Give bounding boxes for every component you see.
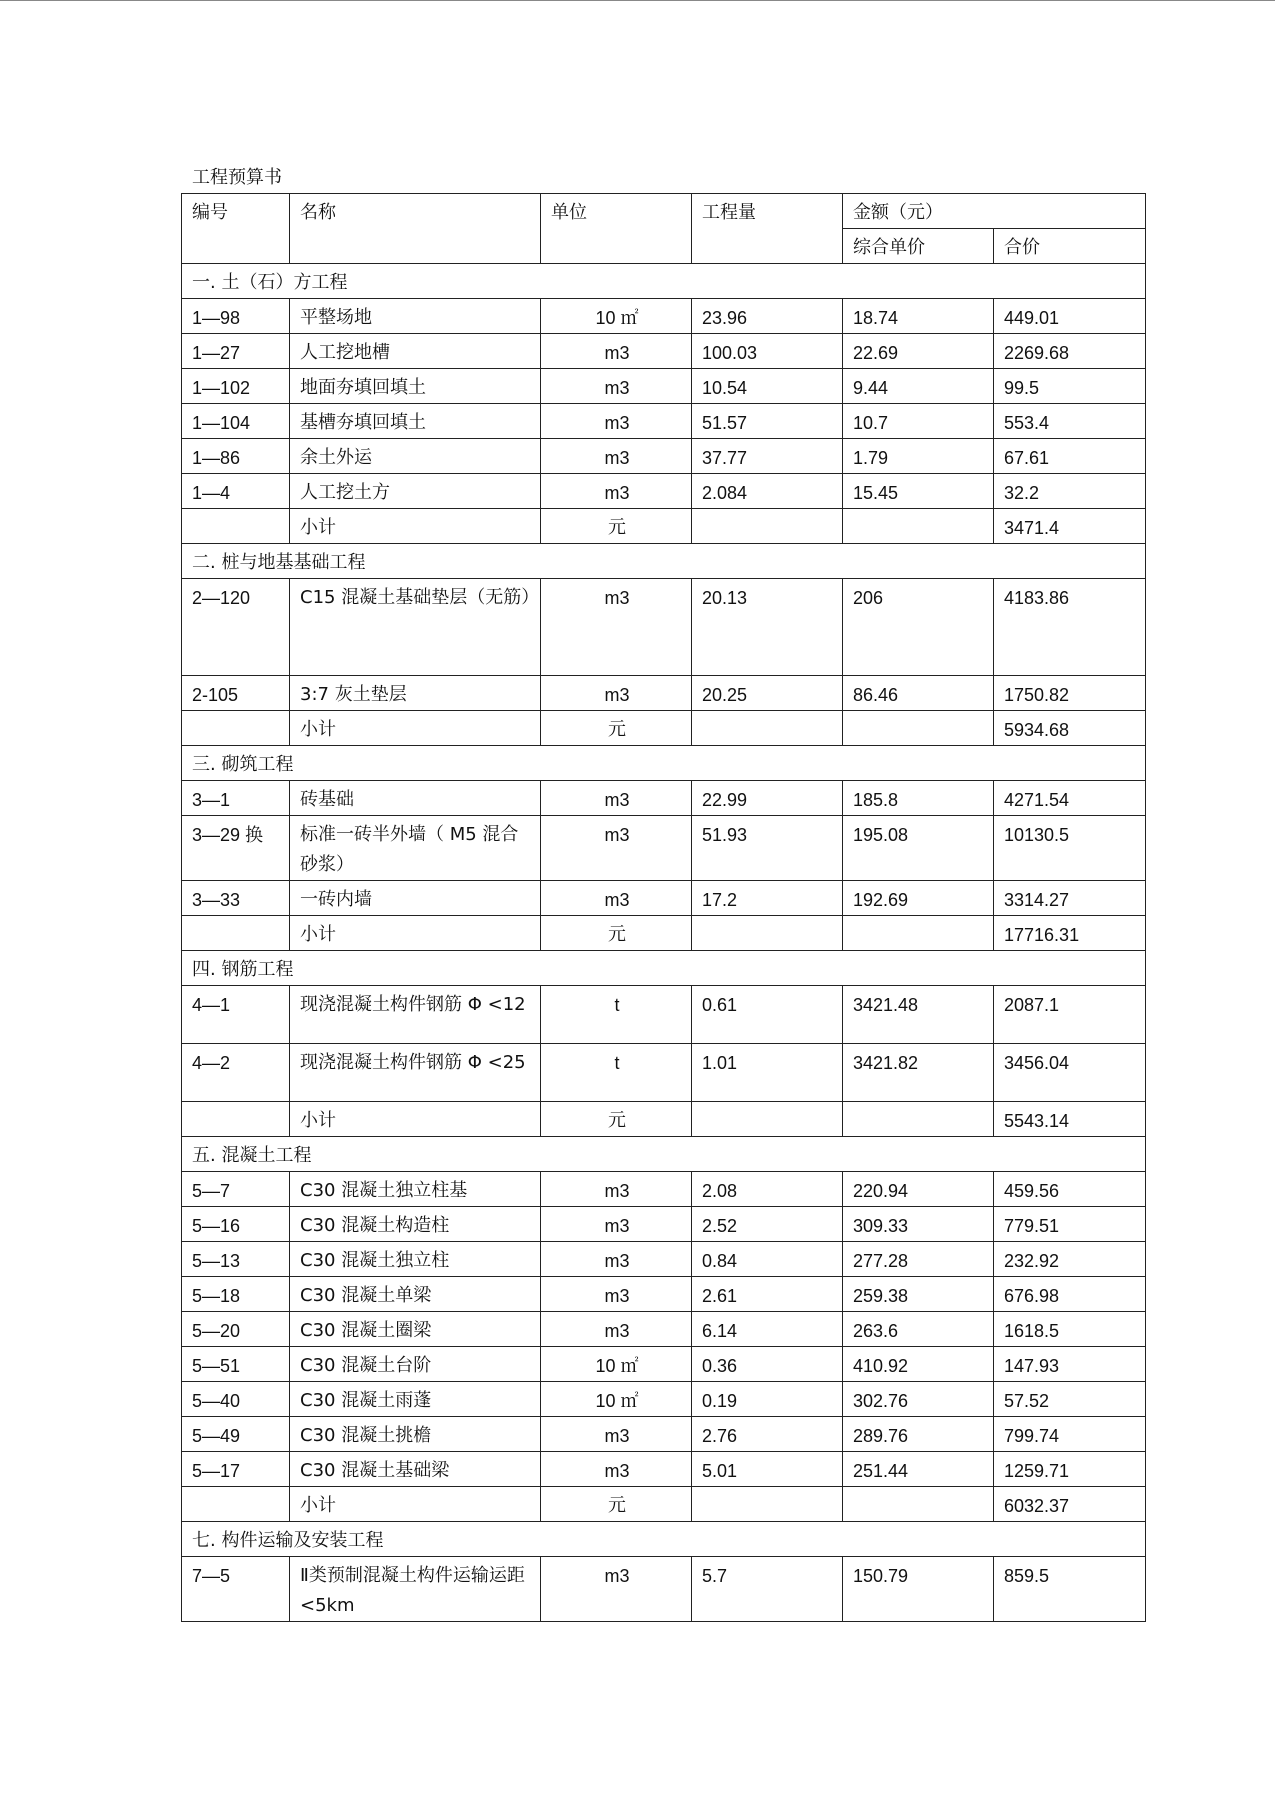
item-total: 676.98 xyxy=(994,1277,1146,1312)
section-row xyxy=(182,544,1146,579)
item-unit: m3 xyxy=(541,676,692,711)
table-row xyxy=(182,1277,1146,1312)
item-code: 1—104 xyxy=(182,404,290,439)
subtotal-unit-price xyxy=(843,509,994,544)
item-quantity: 37.77 xyxy=(692,439,843,474)
table-row xyxy=(182,334,1146,369)
item-unit-price: 277.28 xyxy=(843,1242,994,1277)
item-name: 现浇混凝土构件钢筋 Φ <25 xyxy=(290,1044,541,1102)
header-amount: 金额（元） xyxy=(843,194,1146,229)
item-unit: m3 xyxy=(541,816,692,881)
item-code: 1—4 xyxy=(182,474,290,509)
item-total: 4271.54 xyxy=(994,781,1146,816)
header-unit-price: 综合单价 xyxy=(843,229,994,264)
item-unit-price: 22.69 xyxy=(843,334,994,369)
item-total: 32.2 xyxy=(994,474,1146,509)
section-row xyxy=(182,951,1146,986)
item-unit: 10 ㎡ xyxy=(541,299,692,334)
subtotal-quantity xyxy=(692,1487,843,1522)
table-row xyxy=(182,474,1146,509)
item-name: C30 混凝土单梁 xyxy=(290,1277,541,1312)
item-code: 4—1 xyxy=(182,986,290,1044)
subtotal-code xyxy=(182,1487,290,1522)
item-quantity: 17.2 xyxy=(692,881,843,916)
table-row xyxy=(182,1347,1146,1382)
item-name: 基槽夯填回填土 xyxy=(290,404,541,439)
item-total: 2269.68 xyxy=(994,334,1146,369)
table-row xyxy=(182,579,1146,676)
item-name: C30 混凝土挑檐 xyxy=(290,1417,541,1452)
item-name: 标准一砖半外墙（ M5 混合砂浆） xyxy=(290,816,541,881)
item-quantity: 0.61 xyxy=(692,986,843,1044)
item-code: 5—51 xyxy=(182,1347,290,1382)
document-title: 工程预算书 xyxy=(192,167,282,188)
subtotal-row xyxy=(182,1487,1146,1522)
item-code: 3—29 换 xyxy=(182,816,290,881)
section-title: 三. 砌筑工程 xyxy=(182,746,1146,781)
subtotal-label: 小计 xyxy=(290,916,541,951)
item-unit-price: 251.44 xyxy=(843,1452,994,1487)
subtotal-quantity xyxy=(692,1102,843,1137)
item-name: 现浇混凝土构件钢筋 Φ <12 xyxy=(290,986,541,1044)
item-unit: m3 xyxy=(541,1557,692,1622)
subtotal-label: 小计 xyxy=(290,1487,541,1522)
item-name: 砖基础 xyxy=(290,781,541,816)
subtotal-total: 5934.68 xyxy=(994,711,1146,746)
item-unit-price: 263.6 xyxy=(843,1312,994,1347)
item-name: C30 混凝土雨蓬 xyxy=(290,1382,541,1417)
item-code: 1—27 xyxy=(182,334,290,369)
subtotal-total: 3471.4 xyxy=(994,509,1146,544)
section-title: 四. 钢筋工程 xyxy=(182,951,1146,986)
item-code: 1—86 xyxy=(182,439,290,474)
item-unit: t xyxy=(541,1044,692,1102)
item-total: 99.5 xyxy=(994,369,1146,404)
table-row xyxy=(182,1417,1146,1452)
item-name: C30 混凝土圈梁 xyxy=(290,1312,541,1347)
item-unit-price: 10.7 xyxy=(843,404,994,439)
item-code: 5—16 xyxy=(182,1207,290,1242)
table-row xyxy=(182,369,1146,404)
table-row xyxy=(182,1172,1146,1207)
table-row xyxy=(182,1452,1146,1487)
item-name: 平整场地 xyxy=(290,299,541,334)
section-row xyxy=(182,1137,1146,1172)
item-total: 779.51 xyxy=(994,1207,1146,1242)
section-row xyxy=(182,264,1146,299)
item-quantity: 51.57 xyxy=(692,404,843,439)
subtotal-label: 小计 xyxy=(290,509,541,544)
item-code: 5—49 xyxy=(182,1417,290,1452)
table-row xyxy=(182,881,1146,916)
item-quantity: 22.99 xyxy=(692,781,843,816)
item-unit-price: 185.8 xyxy=(843,781,994,816)
table-row xyxy=(182,299,1146,334)
item-unit-price: 15.45 xyxy=(843,474,994,509)
item-unit: m3 xyxy=(541,474,692,509)
subtotal-total: 6032.37 xyxy=(994,1487,1146,1522)
item-name: C30 混凝土台阶 xyxy=(290,1347,541,1382)
subtotal-quantity xyxy=(692,916,843,951)
item-total: 459.56 xyxy=(994,1172,1146,1207)
item-unit-price: 302.76 xyxy=(843,1382,994,1417)
section-row xyxy=(182,1522,1146,1557)
item-total: 232.92 xyxy=(994,1242,1146,1277)
item-name: 3:7 灰土垫层 xyxy=(290,676,541,711)
subtotal-row xyxy=(182,916,1146,951)
subtotal-code xyxy=(182,509,290,544)
item-total: 449.01 xyxy=(994,299,1146,334)
subtotal-label: 小计 xyxy=(290,711,541,746)
header-code: 编号 xyxy=(182,194,290,264)
item-unit-price: 410.92 xyxy=(843,1347,994,1382)
item-total: 3314.27 xyxy=(994,881,1146,916)
item-quantity: 5.01 xyxy=(692,1452,843,1487)
item-total: 553.4 xyxy=(994,404,1146,439)
item-code: 5—7 xyxy=(182,1172,290,1207)
section-title: 七. 构件运输及安装工程 xyxy=(182,1522,1146,1557)
item-total: 3456.04 xyxy=(994,1044,1146,1102)
item-code: 5—13 xyxy=(182,1242,290,1277)
table-row xyxy=(182,1207,1146,1242)
table-row xyxy=(182,986,1146,1044)
item-name: C30 混凝土基础梁 xyxy=(290,1452,541,1487)
item-name: 一砖内墙 xyxy=(290,881,541,916)
subtotal-unit-price xyxy=(843,1102,994,1137)
table-row xyxy=(182,1044,1146,1102)
item-name: 余土外运 xyxy=(290,439,541,474)
header-row xyxy=(182,194,1146,229)
subtotal-unit: 元 xyxy=(541,509,692,544)
table-row xyxy=(182,404,1146,439)
item-code: 2—120 xyxy=(182,579,290,676)
item-code: 4—2 xyxy=(182,1044,290,1102)
item-quantity: 20.25 xyxy=(692,676,843,711)
header-total: 合价 xyxy=(994,229,1146,264)
item-unit: m3 xyxy=(541,439,692,474)
section-row xyxy=(182,746,1146,781)
item-name: 地面夯填回填土 xyxy=(290,369,541,404)
item-unit: 10 ㎡ xyxy=(541,1347,692,1382)
table-row xyxy=(182,439,1146,474)
item-unit-price: 309.33 xyxy=(843,1207,994,1242)
item-quantity: 23.96 xyxy=(692,299,843,334)
item-unit-price: 195.08 xyxy=(843,816,994,881)
item-quantity: 51.93 xyxy=(692,816,843,881)
item-unit: m3 xyxy=(541,1172,692,1207)
item-total: 859.5 xyxy=(994,1557,1146,1622)
subtotal-total: 17716.31 xyxy=(994,916,1146,951)
item-unit: m3 xyxy=(541,1207,692,1242)
table-row xyxy=(182,816,1146,881)
item-unit-price: 9.44 xyxy=(843,369,994,404)
item-total: 147.93 xyxy=(994,1347,1146,1382)
item-code: 3—33 xyxy=(182,881,290,916)
item-unit: m3 xyxy=(541,1452,692,1487)
item-quantity: 20.13 xyxy=(692,579,843,676)
subtotal-unit-price xyxy=(843,1487,994,1522)
budget-table xyxy=(181,193,1146,1622)
item-unit-price: 18.74 xyxy=(843,299,994,334)
item-total: 799.74 xyxy=(994,1417,1146,1452)
item-unit-price: 220.94 xyxy=(843,1172,994,1207)
item-code: 7—5 xyxy=(182,1557,290,1622)
item-quantity: 100.03 xyxy=(692,334,843,369)
item-quantity: 0.19 xyxy=(692,1382,843,1417)
table-row xyxy=(182,781,1146,816)
item-name: 人工挖土方 xyxy=(290,474,541,509)
item-quantity: 6.14 xyxy=(692,1312,843,1347)
table-row xyxy=(182,1242,1146,1277)
item-name: C30 混凝土构造柱 xyxy=(290,1207,541,1242)
item-quantity: 5.7 xyxy=(692,1557,843,1622)
item-quantity: 2.08 xyxy=(692,1172,843,1207)
item-unit: m3 xyxy=(541,579,692,676)
item-code: 5—17 xyxy=(182,1452,290,1487)
subtotal-unit-price xyxy=(843,711,994,746)
item-unit: m3 xyxy=(541,1242,692,1277)
header-unit: 单位 xyxy=(541,194,692,264)
item-code: 1—98 xyxy=(182,299,290,334)
item-unit-price: 1.79 xyxy=(843,439,994,474)
item-code: 5—40 xyxy=(182,1382,290,1417)
table-row xyxy=(182,1312,1146,1347)
subtotal-quantity xyxy=(692,509,843,544)
table-row xyxy=(182,1557,1146,1622)
item-unit: m3 xyxy=(541,1417,692,1452)
item-unit: 10 ㎡ xyxy=(541,1382,692,1417)
page-top-border xyxy=(0,0,1275,1)
subtotal-row xyxy=(182,1102,1146,1137)
item-unit-price: 3421.48 xyxy=(843,986,994,1044)
subtotal-unit-price xyxy=(843,916,994,951)
item-unit-price: 206 xyxy=(843,579,994,676)
item-code: 1—102 xyxy=(182,369,290,404)
subtotal-row xyxy=(182,711,1146,746)
item-unit: m3 xyxy=(541,369,692,404)
table-row xyxy=(182,676,1146,711)
item-quantity: 0.36 xyxy=(692,1347,843,1382)
item-name: Ⅱ类预制混凝土构件运输运距 <5km xyxy=(290,1557,541,1622)
item-unit-price: 86.46 xyxy=(843,676,994,711)
subtotal-unit: 元 xyxy=(541,711,692,746)
item-quantity: 10.54 xyxy=(692,369,843,404)
item-code: 3—1 xyxy=(182,781,290,816)
section-title: 二. 桩与地基基础工程 xyxy=(182,544,1146,579)
subtotal-code xyxy=(182,711,290,746)
item-code: 5—18 xyxy=(182,1277,290,1312)
subtotal-code xyxy=(182,1102,290,1137)
item-total: 57.52 xyxy=(994,1382,1146,1417)
item-total: 4183.86 xyxy=(994,579,1146,676)
item-name: C30 混凝土独立柱基 xyxy=(290,1172,541,1207)
subtotal-total: 5543.14 xyxy=(994,1102,1146,1137)
item-name: C30 混凝土独立柱 xyxy=(290,1242,541,1277)
item-unit-price: 259.38 xyxy=(843,1277,994,1312)
subtotal-quantity xyxy=(692,711,843,746)
item-unit-price: 3421.82 xyxy=(843,1044,994,1102)
item-name: C15 混凝土基础垫层（无筋） xyxy=(290,579,541,676)
item-unit: m3 xyxy=(541,334,692,369)
section-title: 一. 土（石）方工程 xyxy=(182,264,1146,299)
item-unit: m3 xyxy=(541,1312,692,1347)
header-quantity: 工程量 xyxy=(692,194,843,264)
table-row xyxy=(182,1382,1146,1417)
subtotal-unit: 元 xyxy=(541,916,692,951)
item-name: 人工挖地槽 xyxy=(290,334,541,369)
subtotal-label: 小计 xyxy=(290,1102,541,1137)
item-total: 10130.5 xyxy=(994,816,1146,881)
item-quantity: 1.01 xyxy=(692,1044,843,1102)
item-unit: m3 xyxy=(541,1277,692,1312)
item-quantity: 2.61 xyxy=(692,1277,843,1312)
item-total: 67.61 xyxy=(994,439,1146,474)
item-unit-price: 192.69 xyxy=(843,881,994,916)
item-unit-price: 150.79 xyxy=(843,1557,994,1622)
item-code: 5—20 xyxy=(182,1312,290,1347)
item-unit: m3 xyxy=(541,881,692,916)
subtotal-unit: 元 xyxy=(541,1487,692,1522)
subtotal-unit: 元 xyxy=(541,1102,692,1137)
budget-table-body xyxy=(182,194,1146,1622)
item-total: 1259.71 xyxy=(994,1452,1146,1487)
item-total: 1618.5 xyxy=(994,1312,1146,1347)
item-unit: t xyxy=(541,986,692,1044)
item-quantity: 0.84 xyxy=(692,1242,843,1277)
item-quantity: 2.52 xyxy=(692,1207,843,1242)
item-code: 2-105 xyxy=(182,676,290,711)
section-title: 五. 混凝土工程 xyxy=(182,1137,1146,1172)
item-total: 1750.82 xyxy=(994,676,1146,711)
item-quantity: 2.76 xyxy=(692,1417,843,1452)
header-name: 名称 xyxy=(290,194,541,264)
item-unit-price: 289.76 xyxy=(843,1417,994,1452)
subtotal-code xyxy=(182,916,290,951)
item-unit: m3 xyxy=(541,404,692,439)
item-quantity: 2.084 xyxy=(692,474,843,509)
item-total: 2087.1 xyxy=(994,986,1146,1044)
subtotal-row xyxy=(182,509,1146,544)
item-unit: m3 xyxy=(541,781,692,816)
